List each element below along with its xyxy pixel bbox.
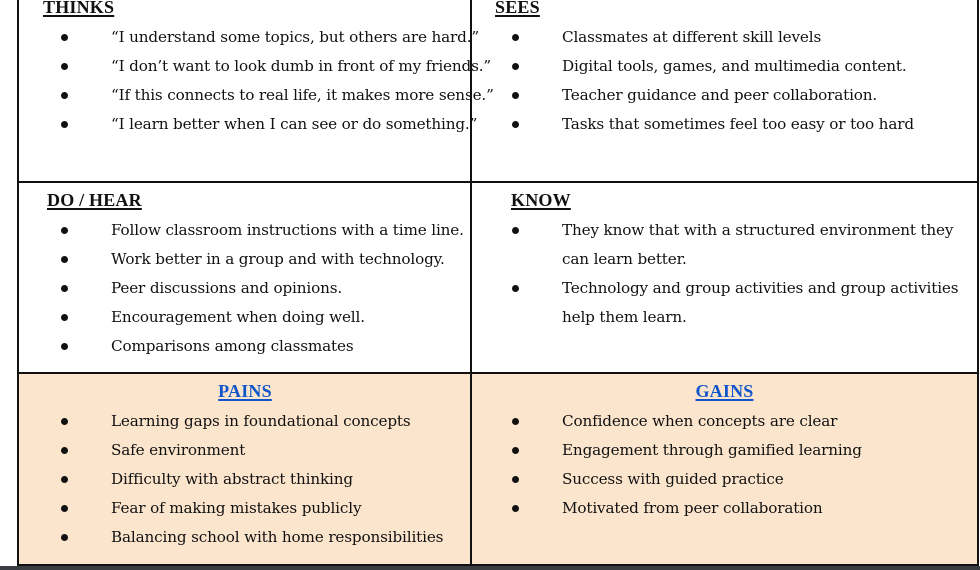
list-item: They know that with a structured environment they can learn better. (562, 221, 954, 268)
do-hear-cell (17, 181, 471, 374)
do-hear-list (59, 216, 464, 361)
list-item: Learning gaps in foundational concepts (111, 412, 411, 430)
gains-cell (470, 372, 979, 566)
gains-list (510, 407, 862, 523)
thinks-list (59, 23, 494, 139)
list-item: Balancing school with home responsibilities (111, 528, 444, 546)
list-item: “If this connects to real life, it makes more sense.” (111, 86, 494, 104)
bottom-edge-bar (0, 566, 980, 570)
thinks-heading: THINKS (43, 0, 115, 17)
list-item: “I don’t want to look dumb in front of my friends.” (111, 57, 492, 75)
sees-cell (470, 0, 979, 183)
list-item: Engagement through gamified learning (562, 441, 862, 459)
list-item: “I understand some topics, but others are hard.” (111, 28, 480, 46)
list-item: Safe environment (111, 441, 246, 459)
list-item: “I learn better when I can see or do something.” (111, 115, 478, 133)
sees-heading: SEES (495, 0, 540, 17)
list-item: Fear of making mistakes publicly (111, 499, 362, 517)
thinks-cell (17, 0, 494, 183)
list-item: Peer discussions and opinions. (111, 279, 343, 297)
list-item: Success with guided practice (562, 470, 784, 488)
pains-heading[interactable]: PAINS (218, 381, 272, 401)
know-list (510, 216, 960, 332)
list-item: Follow classroom instructions with a time line. (111, 221, 464, 239)
pains-list (59, 407, 443, 552)
list-item: Comparisons among classmates (111, 337, 354, 355)
gains-heading[interactable]: GAINS (695, 381, 754, 401)
list-item: Work better in a group and with technology. (111, 250, 445, 268)
list-item: Encouragement when doing well. (111, 308, 365, 326)
empathy-map-table (17, 0, 977, 566)
list-item: Classmates at different skill levels (562, 28, 822, 46)
list-item: Confidence when concepts are clear (562, 412, 838, 430)
sees-list (510, 23, 914, 139)
list-item: Difficulty with abstract thinking (111, 470, 353, 488)
know-cell (470, 181, 979, 374)
list-item: Technology and group activities and group activities help them learn. (562, 279, 959, 326)
know-heading: KNOW (511, 190, 571, 210)
list-item: Tasks that sometimes feel too easy or too hard (562, 115, 914, 133)
list-item: Digital tools, games, and multimedia content. (562, 57, 907, 75)
list-item: Teacher guidance and peer collaboration. (562, 86, 878, 104)
do-hear-heading: DO / HEAR (47, 190, 142, 210)
list-item: Motivated from peer collaboration (562, 499, 823, 517)
pains-cell (17, 372, 471, 566)
